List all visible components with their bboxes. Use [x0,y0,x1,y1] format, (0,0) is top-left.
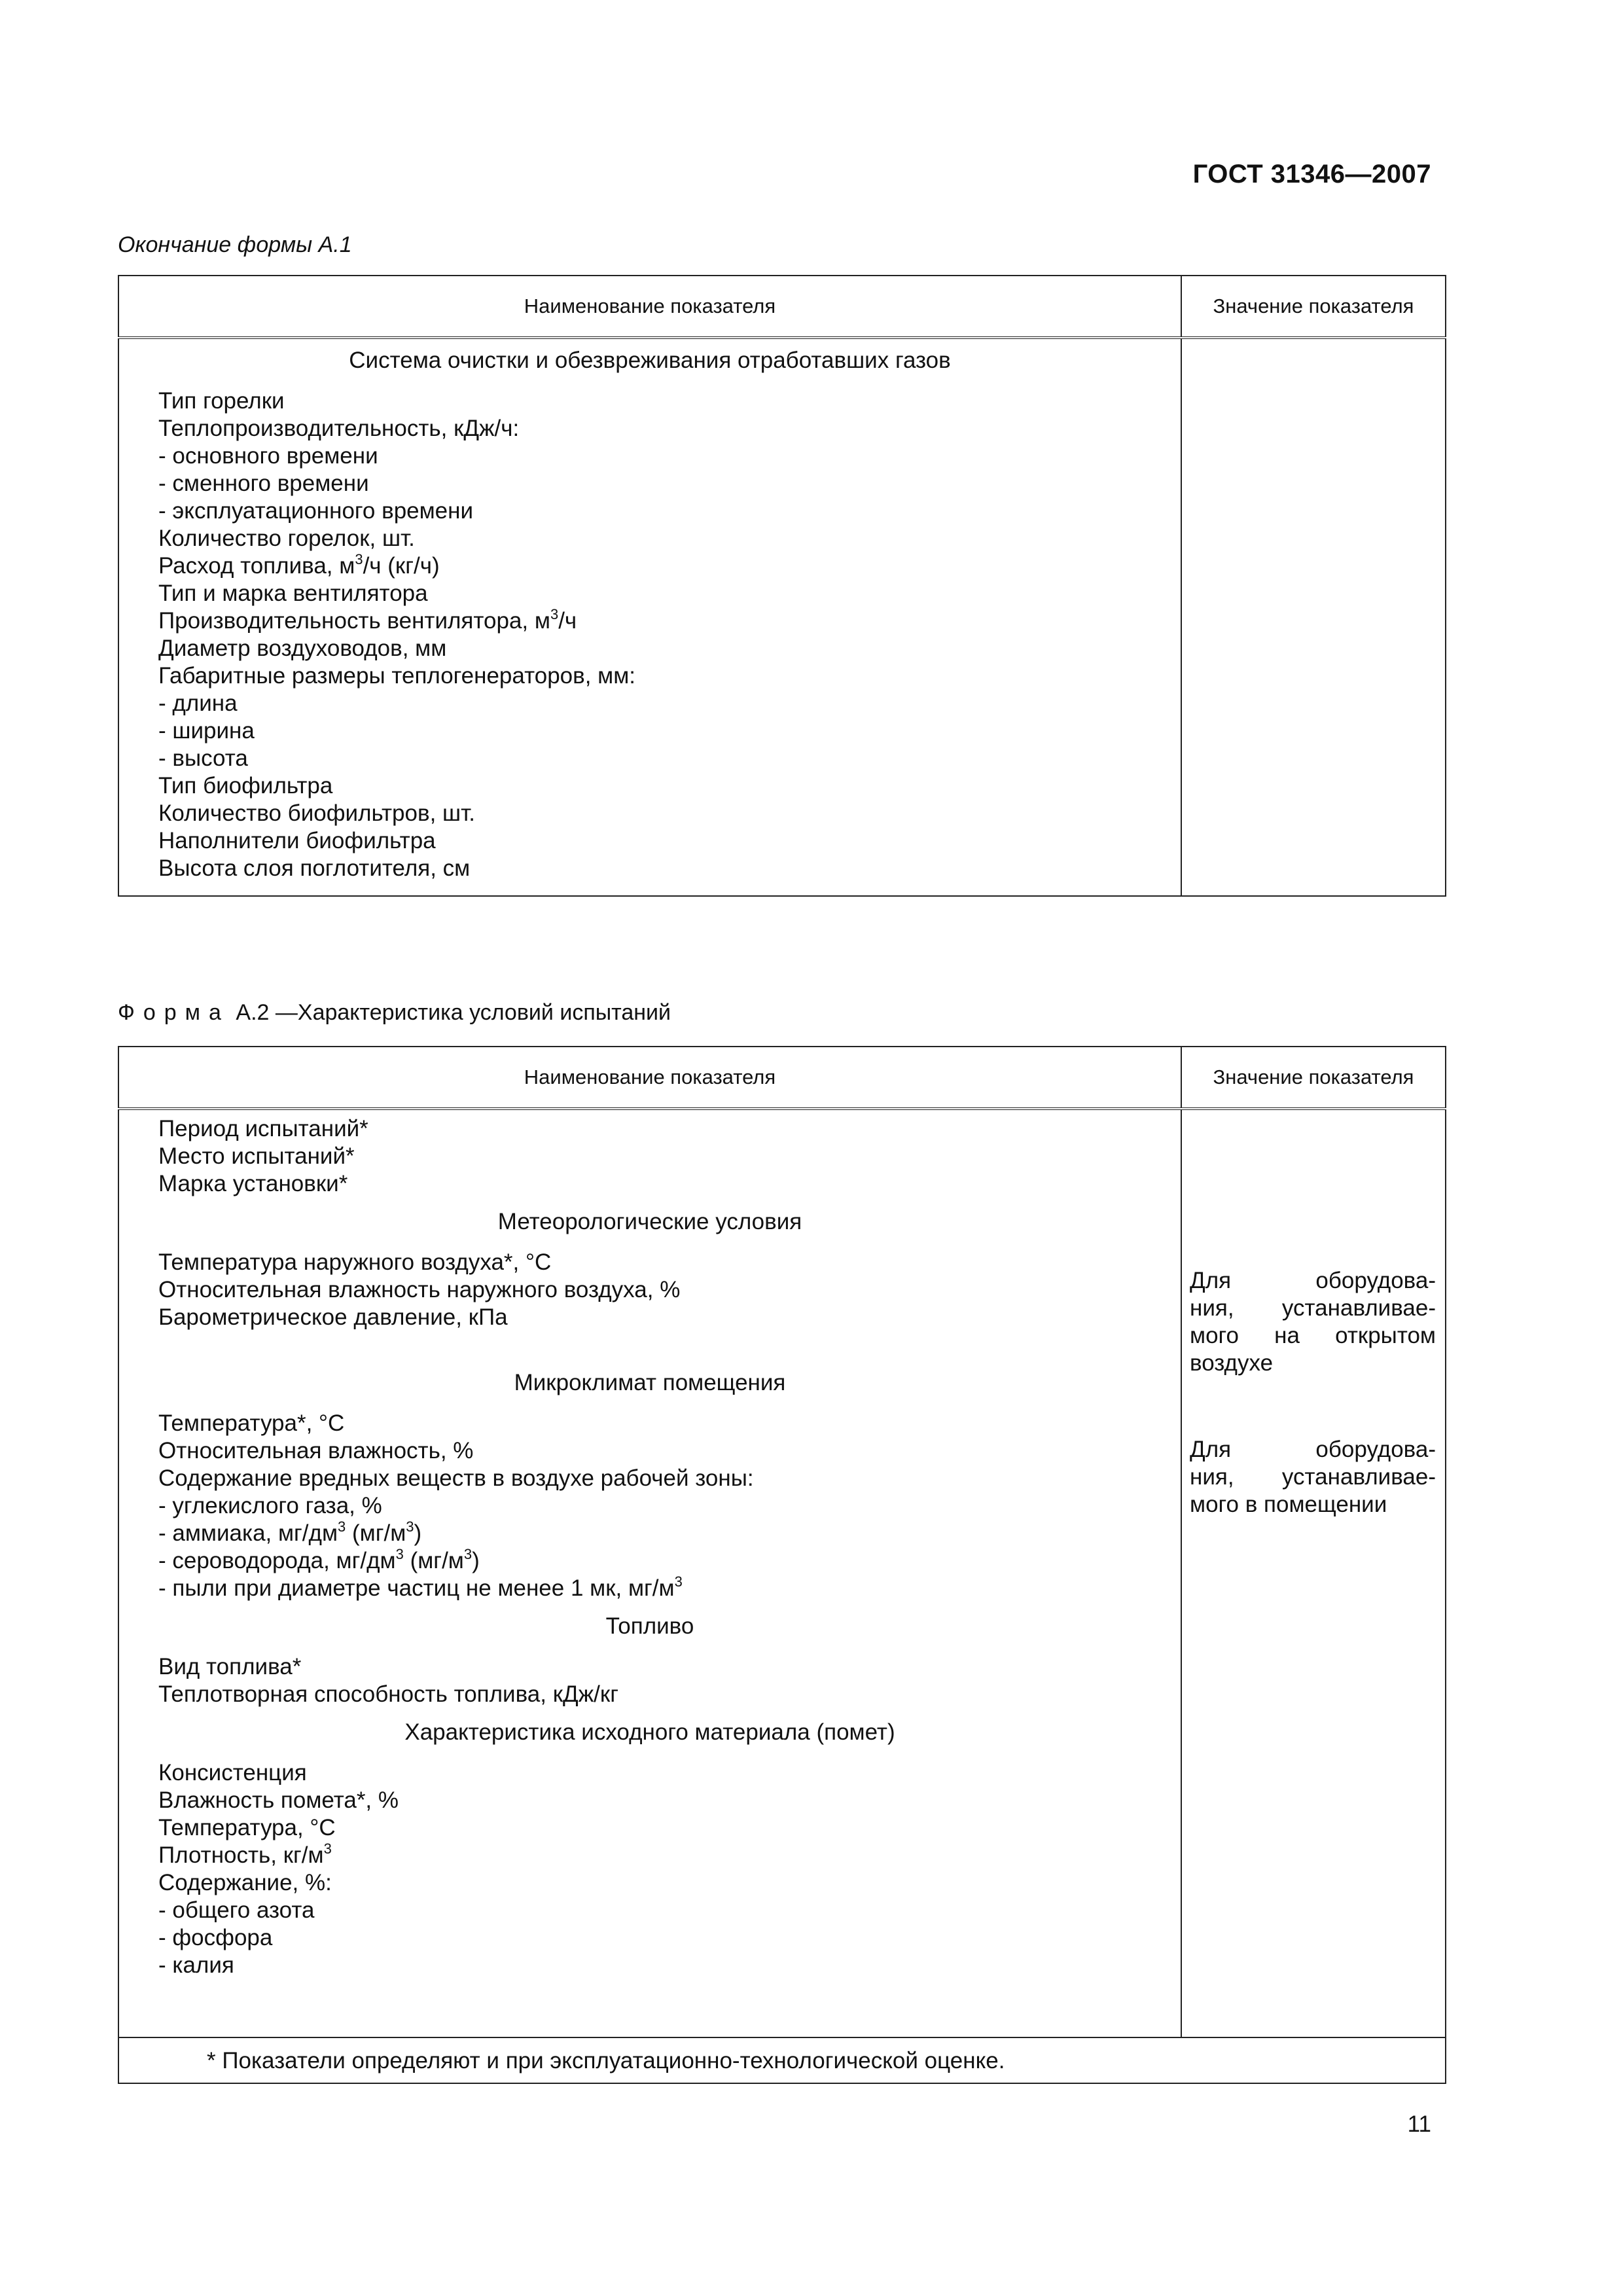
value-note-line: ния, устанавливае- [1190,1295,1436,1321]
list-item: - основного времени [158,443,378,469]
list-item: - эксплуатационного времени [158,498,474,524]
form-a2-caption-title: А.2 —Характеристика условий испытаний [236,1000,671,1025]
list-item: Место испытаний* [158,1143,355,1169]
list-item: Габаритные размеры теплогенераторов, мм: [158,663,636,689]
list-item: - сменного времени [158,471,369,496]
list-item: Температура наружного воздуха*, °С [158,1249,552,1275]
spacer [158,1331,1168,1359]
list-item: Количество горелок, шт. [158,526,415,551]
value-note-line: Для оборудова- [1190,1268,1436,1293]
list-item: Диаметр воздуховодов, мм [158,636,447,661]
section-title: Система очистки и обезвреживания отработавших газов [349,348,951,373]
table-header-row [118,1047,1446,1109]
list-item: Содержание, %: [158,1870,332,1895]
list-item: Производительность вентилятора, $м^3/ч$ [158,606,577,634]
section-title-meteo: Метеорологические условия [497,1209,802,1234]
form-a2-table [118,1046,1446,2084]
value-note-line: мого на открытом [1190,1323,1436,1348]
list-item: - общего азота [158,1897,315,1923]
page-number: 11 [1407,2111,1431,2137]
list-item: Теплопроизводительность, кДж/ч: [158,416,520,441]
list-item: Плотность, $кг/м^3$ [158,1840,332,1868]
indicator-list-cell [118,338,1181,896]
column-header-name: Наименование показателя [118,276,1181,338]
list-item: Тип и марка вентилятора [158,581,428,606]
list-item: Вид топлива* [158,1654,302,1679]
form-a2-caption [118,1000,671,1026]
list-item: Консистенция [158,1760,307,1785]
value-note-indoor [1190,1436,1436,1518]
footnote: * Показатели определяют и при эксплуатационно-технологической оценке. [118,2037,1446,2083]
list-item: Влажность помета*, % [158,1787,399,1813]
table-row [118,1109,1446,2037]
list-item: - высота [158,745,248,771]
list-item: Расход топлива, $м^3/ч$ (кг/ч) [158,551,440,579]
list-item: Относительная влажность, % [158,1438,474,1463]
list-item: - длина [158,691,238,716]
list-item: Теплотворная способность топлива, кДж/кг [158,1681,618,1707]
list-item: - ширина [158,718,255,744]
form-a1-table [118,275,1446,897]
list-item: - аммиака, $мг/дм^3$ $(мг/м^3)$ [158,1518,422,1546]
list-item: Содержание вредных веществ в воздухе рабочей зоны: [158,1465,754,1491]
list-item: Барометрическое давление, кПа [158,1304,508,1330]
value-note-line: мого в помещении [1190,1492,1387,1517]
list-item: Тип горелки [158,388,285,414]
form-a1-caption: Окончание формы А.1 [118,232,352,257]
list-item: - калия [158,1952,234,1978]
column-header-value: Значение показателя [1181,1047,1446,1109]
indicator-list-cell [118,1109,1181,2037]
form-a2-caption-label: Форма [118,1000,230,1025]
column-header-value: Значение показателя [1181,276,1446,338]
section-title-material: Характеристика исходного материала (помет) [404,1719,895,1745]
table-row [118,338,1446,896]
list-item: - углекислого газа, % [158,1493,382,1518]
list-item: Тип биофильтра [158,773,333,798]
value-note-line: Для оборудова- [1190,1437,1436,1462]
list-item: Относительная влажность наружного воздуха, % [158,1277,681,1302]
section-title-microclimate: Микроклимат помещения [514,1370,786,1395]
list-item: Наполнители биофильтра [158,828,436,853]
list-item: Высота слоя поглотителя, см [158,855,471,881]
list-item: Количество биофильтров, шт. [158,800,475,826]
list-item: - пыли при диаметре частиц не менее 1 мк, $мг/м^3$ [158,1573,683,1601]
value-cell [1181,1109,1446,2037]
value-note-line: воздухе [1190,1350,1274,1376]
table-header-row [118,276,1446,338]
list-item: - фосфора [158,1925,273,1950]
list-item: - сероводорода, $мг/дм^3$ $(мг/м^3)$ [158,1546,480,1573]
footnote-row [118,2037,1446,2083]
list-item: Температура*, °С [158,1410,345,1436]
list-item: Период испытаний* [158,1116,368,1141]
value-note-outdoor [1190,1267,1436,1377]
list-item: Марка установки* [158,1171,348,1196]
list-item: Температура, °С [158,1815,336,1840]
section-title-fuel: Топливо [605,1613,694,1639]
value-cell [1181,338,1446,896]
column-header-name: Наименование показателя [118,1047,1181,1109]
value-note-line: ния, устанавливае- [1190,1464,1436,1490]
document-code: ГОСТ 31346—2007 [1192,160,1431,188]
